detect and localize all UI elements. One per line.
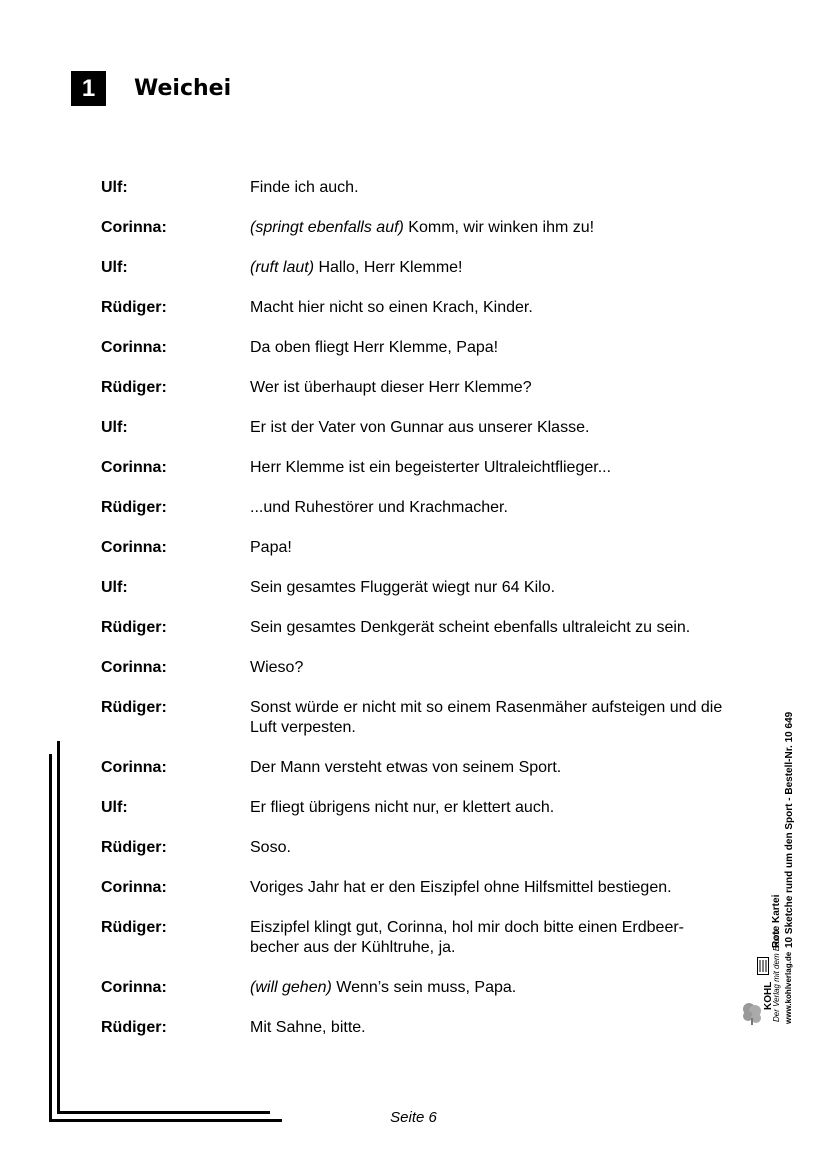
spoken-text: Herr Klemme ist ein begeisterter Ultraleichtflieger...: [250, 459, 612, 476]
spoken-text: Sein gesamtes Fluggerät wiegt nur 64 Kilo.: [250, 579, 556, 596]
frame-line-vertical-inner: [57, 741, 60, 1114]
speaker-name: Rüdiger:: [101, 619, 167, 636]
speaker-name: Corinna:: [101, 879, 167, 896]
logo-stamp-icon: [757, 957, 769, 975]
spoken-text: Wieso?: [250, 659, 304, 676]
speaker-name: Corinna:: [101, 339, 167, 356]
spoken-text: Papa!: [250, 539, 292, 556]
dialogue-text: [250, 758, 730, 778]
publisher-name: KOHL: [763, 981, 774, 1010]
spoken-text: Hallo, Herr Klemme!: [314, 259, 463, 276]
stage-direction: (ruft laut): [250, 259, 315, 276]
tree-logo-icon: [740, 1000, 764, 1026]
spoken-text: Er fliegt übrigens nicht nur, er klettert auch.: [250, 799, 555, 816]
dialogue-text: [250, 838, 730, 858]
speaker-name: Rüdiger:: [101, 699, 167, 716]
dialogue-text: [250, 298, 730, 318]
speaker-name: Corinna:: [101, 219, 167, 236]
speaker-name: Corinna:: [101, 979, 167, 996]
publisher-url: www.kohlverlag.de: [784, 951, 793, 1024]
spoken-text: Wer ist überhaupt dieser Herr Klemme?: [250, 379, 532, 396]
speaker-name: Rüdiger:: [101, 299, 167, 316]
spoken-text: Wenn’s sein muss, Papa.: [331, 979, 517, 996]
spoken-text: Finde ich auch.: [250, 179, 359, 196]
spoken-text: Sein gesamtes Denkgerät scheint ebenfalls ultraleicht zu sein.: [250, 619, 691, 636]
spoken-text: Mit Sahne, bitte.: [250, 1019, 366, 1036]
speaker-name: Corinna:: [101, 539, 167, 556]
publisher-tagline: Der Verlag mit dem Baum: [772, 930, 781, 1022]
spoken-text: Er ist der Vater von Gunnar aus unserer Klasse.: [250, 419, 590, 436]
stage-direction: (springt ebenfalls auf): [250, 219, 404, 236]
page-number: Seite 6: [390, 1109, 437, 1126]
dialogue-text: [250, 918, 730, 958]
spoken-text: Da oben fliegt Herr Klemme, Papa!: [250, 339, 499, 356]
frame-line-vertical-outer: [49, 754, 52, 1122]
spoken-text: Der Mann versteht etwas von seinem Sport.: [250, 759, 562, 776]
stage-direction: (will gehen): [250, 979, 332, 996]
speaker-name: Rüdiger:: [101, 1019, 167, 1036]
speaker-name: Ulf:: [101, 799, 128, 816]
dialogue-text: [250, 418, 730, 438]
spoken-text: Soso.: [250, 839, 291, 856]
speaker-name: Ulf:: [101, 419, 128, 436]
speaker-name: Ulf:: [101, 579, 128, 596]
spoken-text: Eiszipfel klingt gut, Corinna, hol mir doch bitte einen Erdbeer-becher aus der Kühltruhe, ja.: [250, 919, 684, 956]
speaker-name: Ulf:: [101, 259, 128, 276]
dialogue-text: [250, 258, 730, 278]
spoken-text: Macht hier nicht so einen Krach, Kinder.: [250, 299, 533, 316]
dialogue-text: [250, 658, 730, 678]
speaker-name: Corinna:: [101, 759, 167, 776]
speaker-name: Rüdiger:: [101, 839, 167, 856]
series-title: Rote Kartei: [771, 894, 782, 948]
speaker-name: Ulf:: [101, 179, 128, 196]
book-subtitle: 10 Sketche rund um den Sport - Bestell-Nr. 10 649: [784, 711, 795, 948]
speaker-name: Rüdiger:: [101, 379, 167, 396]
dialogue-text: [250, 538, 730, 558]
spoken-text: Voriges Jahr hat er den Eiszipfel ohne Hilfsmittel bestiegen.: [250, 879, 672, 896]
dialogue-text: [250, 578, 730, 598]
dialogue-text: [250, 978, 730, 998]
dialogue-text: [250, 698, 730, 738]
dialogue-text: [250, 878, 730, 898]
dialogue-text: [250, 338, 730, 358]
chapter-title: Weichei: [134, 76, 232, 101]
speaker-name: Rüdiger:: [101, 499, 167, 516]
dialogue-text: [250, 458, 730, 478]
speaker-name: Corinna:: [101, 659, 167, 676]
chapter-number-badge: 1: [71, 71, 106, 106]
dialogue-text: [250, 618, 730, 638]
dialogue-text: [250, 218, 730, 238]
spoken-text: ...und Ruhestörer und Krachmacher.: [250, 499, 508, 516]
dialogue-text: [250, 1018, 730, 1038]
spoken-text: Sonst würde er nicht mit so einem Rasenmäher aufsteigen und die Luft verpesten.: [250, 699, 723, 736]
speaker-name: Corinna:: [101, 459, 167, 476]
dialogue-text: [250, 798, 730, 818]
speaker-name: Rüdiger:: [101, 919, 167, 936]
spoken-text: Komm, wir winken ihm zu!: [403, 219, 595, 236]
dialogue-text: [250, 498, 730, 518]
dialogue-text: [250, 178, 730, 198]
dialogue-text: [250, 378, 730, 398]
